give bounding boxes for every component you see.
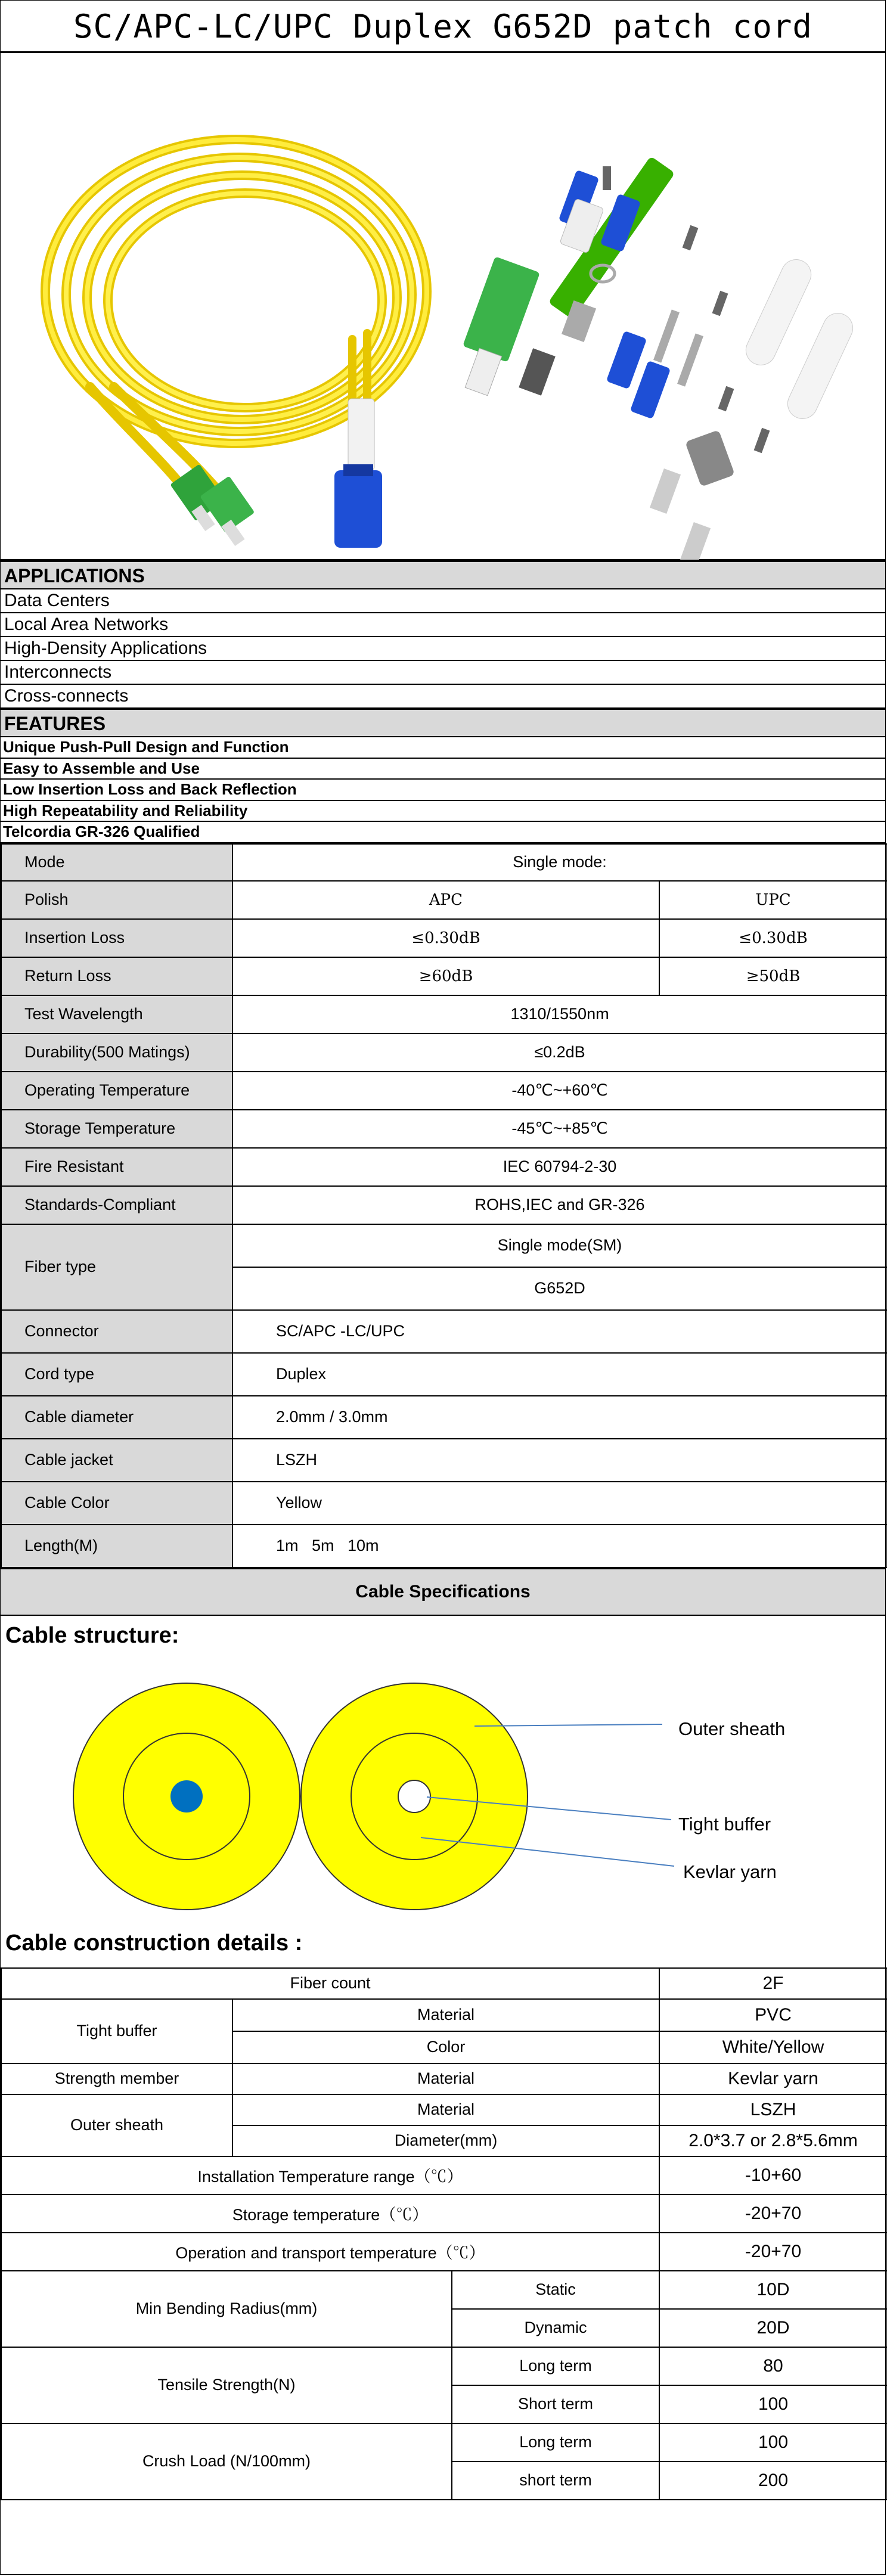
table-cell: Material — [232, 2063, 659, 2094]
table-cell: Operating Temperature — [1, 1072, 232, 1110]
table-cell: 1m 5m 10m — [232, 1525, 887, 1568]
table-cell: Single mode(SM) — [232, 1224, 887, 1267]
list-item: High Repeatability and Reliability — [1, 801, 885, 823]
table-cell: 200 — [659, 2462, 887, 2500]
table-cell: Short term — [452, 2385, 659, 2423]
table-cell: short term — [452, 2462, 659, 2500]
table-cell: UPC — [659, 881, 887, 919]
list-item: Low Insertion Loss and Back Reflection — [1, 780, 885, 801]
table-cell: Fiber count — [1, 1968, 659, 1999]
table-cell: ≤0.30dB — [659, 919, 887, 957]
table-cell: Kevlar yarn — [659, 2063, 887, 2094]
table-cell: LSZH — [232, 1439, 887, 1482]
table-cell: Fiber type — [1, 1224, 232, 1310]
table-cell: SC/APC -LC/UPC — [232, 1310, 887, 1353]
cable-structure-section — [1, 1616, 885, 1967]
table-cell: Connector — [1, 1310, 232, 1353]
table-cell: ≤0.2dB — [232, 1033, 887, 1072]
table-cell: -40℃~+60℃ — [232, 1072, 887, 1110]
table-cell: -20+70 — [659, 2233, 887, 2271]
table-cell: 20D — [659, 2309, 887, 2347]
table-cell: Length(M) — [1, 1525, 232, 1568]
table-cell: Material — [232, 2094, 659, 2125]
table-cell: Return Loss — [1, 957, 232, 995]
table-cell: 80 — [659, 2347, 887, 2385]
table-cell: Static — [452, 2271, 659, 2309]
list-item: Interconnects — [1, 661, 885, 685]
table-cell: Long term — [452, 2347, 659, 2385]
table-cell: -45℃~+85℃ — [232, 1110, 887, 1148]
table-cell: IEC 60794-2-30 — [232, 1148, 887, 1186]
cable-cross-section-diagram — [73, 1683, 674, 1910]
table-cell: Insertion Loss — [1, 919, 232, 957]
table-cell: Test Wavelength — [1, 995, 232, 1033]
table-cell: Durability(500 Matings) — [1, 1033, 232, 1072]
table-cell: Tensile Strength(N) — [1, 2347, 452, 2423]
list-item: High-Density Applications — [1, 637, 885, 661]
table-cell: Diameter(mm) — [232, 2125, 659, 2156]
outer-sheath-label: Outer sheath — [678, 1718, 786, 1739]
table-cell: Outer sheath — [1, 2094, 232, 2156]
page-title: SC/APC-LC/UPC Duplex G652D patch cord — [1, 1, 885, 53]
cable-specifications-heading: Cable Specifications — [1, 1568, 885, 1616]
list-item: Local Area Networks — [1, 613, 885, 637]
list-item: Unique Push-Pull Design and Function — [1, 737, 885, 759]
table-cell: Cable Color — [1, 1482, 232, 1525]
table-cell: -20+70 — [659, 2195, 887, 2233]
product-photo — [1, 53, 885, 561]
cable-structure-title: Cable structure: — [5, 1622, 179, 1648]
cable-construction-table — [1, 1967, 887, 2500]
table-cell: Polish — [1, 881, 232, 919]
table-cell: ≥50dB — [659, 957, 887, 995]
table-cell: ROHS,IEC and GR-326 — [232, 1186, 887, 1224]
table-cell: Mode — [1, 844, 232, 881]
table-cell: Installation Temperature range（℃） — [1, 2156, 659, 2195]
table-cell: Cord type — [1, 1353, 232, 1396]
table-cell: Storage temperature（℃） — [1, 2195, 659, 2233]
kevlar-yarn-label: Kevlar yarn — [683, 1861, 777, 1882]
table-cell: LSZH — [659, 2094, 887, 2125]
table-cell: Strength member — [1, 2063, 232, 2094]
table-cell: Material — [232, 1999, 659, 2031]
optical-spec-table — [1, 843, 887, 1568]
table-cell: Duplex — [232, 1353, 887, 1396]
table-cell: Dynamic — [452, 2309, 659, 2347]
applications-heading: APPLICATIONS — [1, 561, 885, 589]
features-heading: FEATURES — [1, 709, 885, 737]
applications-list — [1, 589, 885, 709]
table-cell: Tight buffer — [1, 1999, 232, 2063]
table-cell: 10D — [659, 2271, 887, 2309]
table-cell: Cable diameter — [1, 1396, 232, 1439]
table-cell: Long term — [452, 2423, 659, 2462]
table-cell: Color — [232, 2031, 659, 2063]
table-cell: Storage Temperature — [1, 1110, 232, 1148]
list-item: Cross-connects — [1, 685, 885, 709]
table-cell: G652D — [232, 1267, 887, 1310]
table-cell: 2F — [659, 1968, 887, 1999]
list-item: Easy to Assemble and Use — [1, 759, 885, 780]
table-cell: Cable jacket — [1, 1439, 232, 1482]
table-cell: White/Yellow — [659, 2031, 887, 2063]
table-cell: Standards-Compliant — [1, 1186, 232, 1224]
sc-apc-connector-image — [170, 464, 255, 546]
list-item: Data Centers — [1, 589, 885, 613]
table-cell: 2.0*3.7 or 2.8*5.6mm — [659, 2125, 887, 2156]
table-cell: Crush Load (N/100mm) — [1, 2423, 452, 2500]
table-cell: Operation and transport temperature（℃） — [1, 2233, 659, 2271]
table-cell: ≥60dB — [232, 957, 659, 995]
table-cell: Yellow — [232, 1482, 887, 1525]
connector-parts-image — [463, 156, 858, 560]
table-cell: -10+60 — [659, 2156, 887, 2195]
cable-construction-title: Cable construction details : — [5, 1930, 303, 1956]
table-cell: ≤0.30dB — [232, 919, 659, 957]
table-cell: 100 — [659, 2423, 887, 2462]
list-item: Telcordia GR-326 Qualified — [1, 822, 885, 843]
table-cell: Single mode: — [232, 844, 887, 881]
table-cell: 100 — [659, 2385, 887, 2423]
table-cell: PVC — [659, 1999, 887, 2031]
table-cell: 2.0mm / 3.0mm — [232, 1396, 887, 1439]
table-cell: APC — [232, 881, 659, 919]
table-cell: Fire Resistant — [1, 1148, 232, 1186]
tight-buffer-label: Tight buffer — [678, 1813, 771, 1835]
features-list — [1, 737, 885, 843]
table-cell: 1310/1550nm — [232, 995, 887, 1033]
table-cell: Min Bending Radius(mm) — [1, 2271, 452, 2347]
